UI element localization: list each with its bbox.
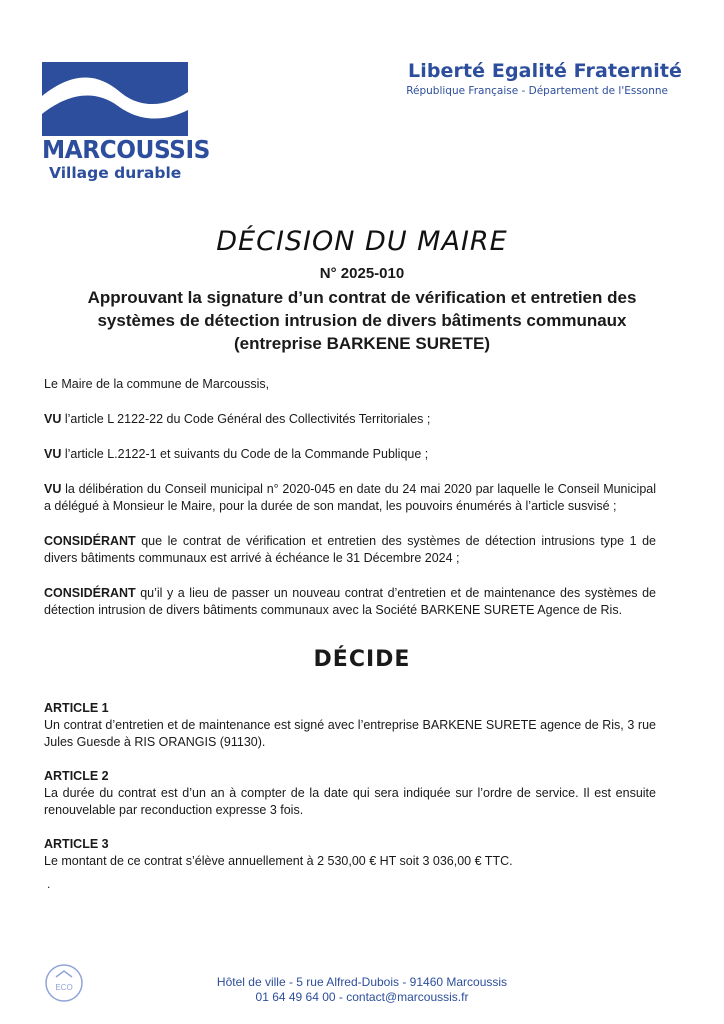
decide-heading: DÉCIDE — [313, 647, 411, 672]
document-subject — [60, 286, 664, 355]
article-heading: ARTICLE 1 — [44, 701, 109, 715]
motto-main: Liberté Egalité Fraternité — [408, 60, 682, 82]
considerant-keyword: CONSIDÉRANT — [44, 586, 136, 600]
footer — [0, 975, 724, 1005]
trailing-dot: . — [47, 877, 51, 891]
document-title: DÉCISION DU MAIRE — [216, 226, 508, 257]
preamble — [44, 376, 656, 637]
article — [44, 836, 656, 870]
intro-text: Le Maire de la commune de Marcoussis, — [44, 377, 270, 391]
articles — [44, 700, 656, 887]
subject-line: (entreprise BARKENE SURETE) — [234, 334, 490, 353]
vu-keyword: VU — [44, 412, 62, 426]
article-heading: ARTICLE 2 — [44, 769, 109, 783]
considerant-paragraph — [44, 533, 656, 567]
article-text: Le montant de ce contrat s’élève annuellement à 2 530,00 € HT soit 3 036,00 € TTC. — [44, 854, 513, 868]
intro-paragraph — [44, 376, 656, 393]
republic-motto — [406, 60, 682, 97]
subject-line: systèmes de détection intrusion de divers bâtiments communaux — [97, 311, 627, 330]
subject-line: Approuvant la signature d’un contrat de vérification et entretien des — [87, 288, 637, 307]
footer-address: Hôtel de ville - 5 rue Alfred-Dubois - 91460 Marcoussis — [216, 975, 508, 989]
footer-contact[interactable]: 01 64 49 64 00 - contact@marcoussis.fr — [255, 990, 469, 1004]
vu-paragraph — [44, 411, 656, 428]
vu-keyword: VU — [44, 447, 62, 461]
motto-sub: République Française - Département de l'Essonne — [406, 85, 668, 97]
logo-subtitle: Village durable — [49, 164, 182, 182]
vu-text: la délibération du Conseil municipal n° 2020-045 en date du 24 mai 2020 par laquelle le Conseil Municipal a délégué à Monsieur le Maire, pour la durée de son mandat, les pouvoirs énumérés à l’article susvisé ; — [44, 482, 656, 513]
vu-text: l’article L 2122-22 du Code Général des Collectivités Territoriales ; — [61, 412, 431, 426]
article-heading: ARTICLE 3 — [44, 837, 109, 851]
vu-keyword: VU — [44, 482, 62, 496]
vu-paragraph — [44, 481, 656, 515]
vu-paragraph — [44, 446, 656, 463]
considerant-text: que le contrat de vérification et entretien des systèmes de détection intrusions type 1 de divers bâtiments communaux est arrivé à échéance le 31 Décembre 2024 ; — [44, 534, 656, 565]
article — [44, 700, 656, 751]
considerant-text: qu’il y a lieu de passer un nouveau contrat d’entretien et de maintenance des systèmes de détection intrusion de divers bâtiments communaux avec la Société BARKENE SURETE Agence de Ris. — [44, 586, 656, 617]
considerant-paragraph — [44, 585, 656, 619]
logo-name: MARCOUSSIS — [42, 135, 210, 164]
eco-badge-text: ECO — [55, 983, 73, 992]
article-text: Un contrat d’entretien et de maintenance est signé avec l’entreprise BARKENE SURETE agence de Ris, 3 rue Jules Guesde à RIS ORANGIS (91130). — [44, 718, 656, 749]
wave-logo-icon — [42, 62, 188, 136]
article — [44, 768, 656, 819]
article-text: La durée du contrat est d’un an à compter de la date qui sera indiquée sur l’ordre de service. Il est ensuite renouvelable par reconduction expresse 3 fois. — [44, 786, 656, 817]
marcoussis-logo — [42, 62, 210, 182]
considerant-keyword: CONSIDÉRANT — [44, 534, 136, 548]
vu-text: l’article L.2122-1 et suivants du Code de la Commande Publique ; — [61, 447, 429, 461]
document-number: N° 2025-010 — [319, 265, 405, 282]
